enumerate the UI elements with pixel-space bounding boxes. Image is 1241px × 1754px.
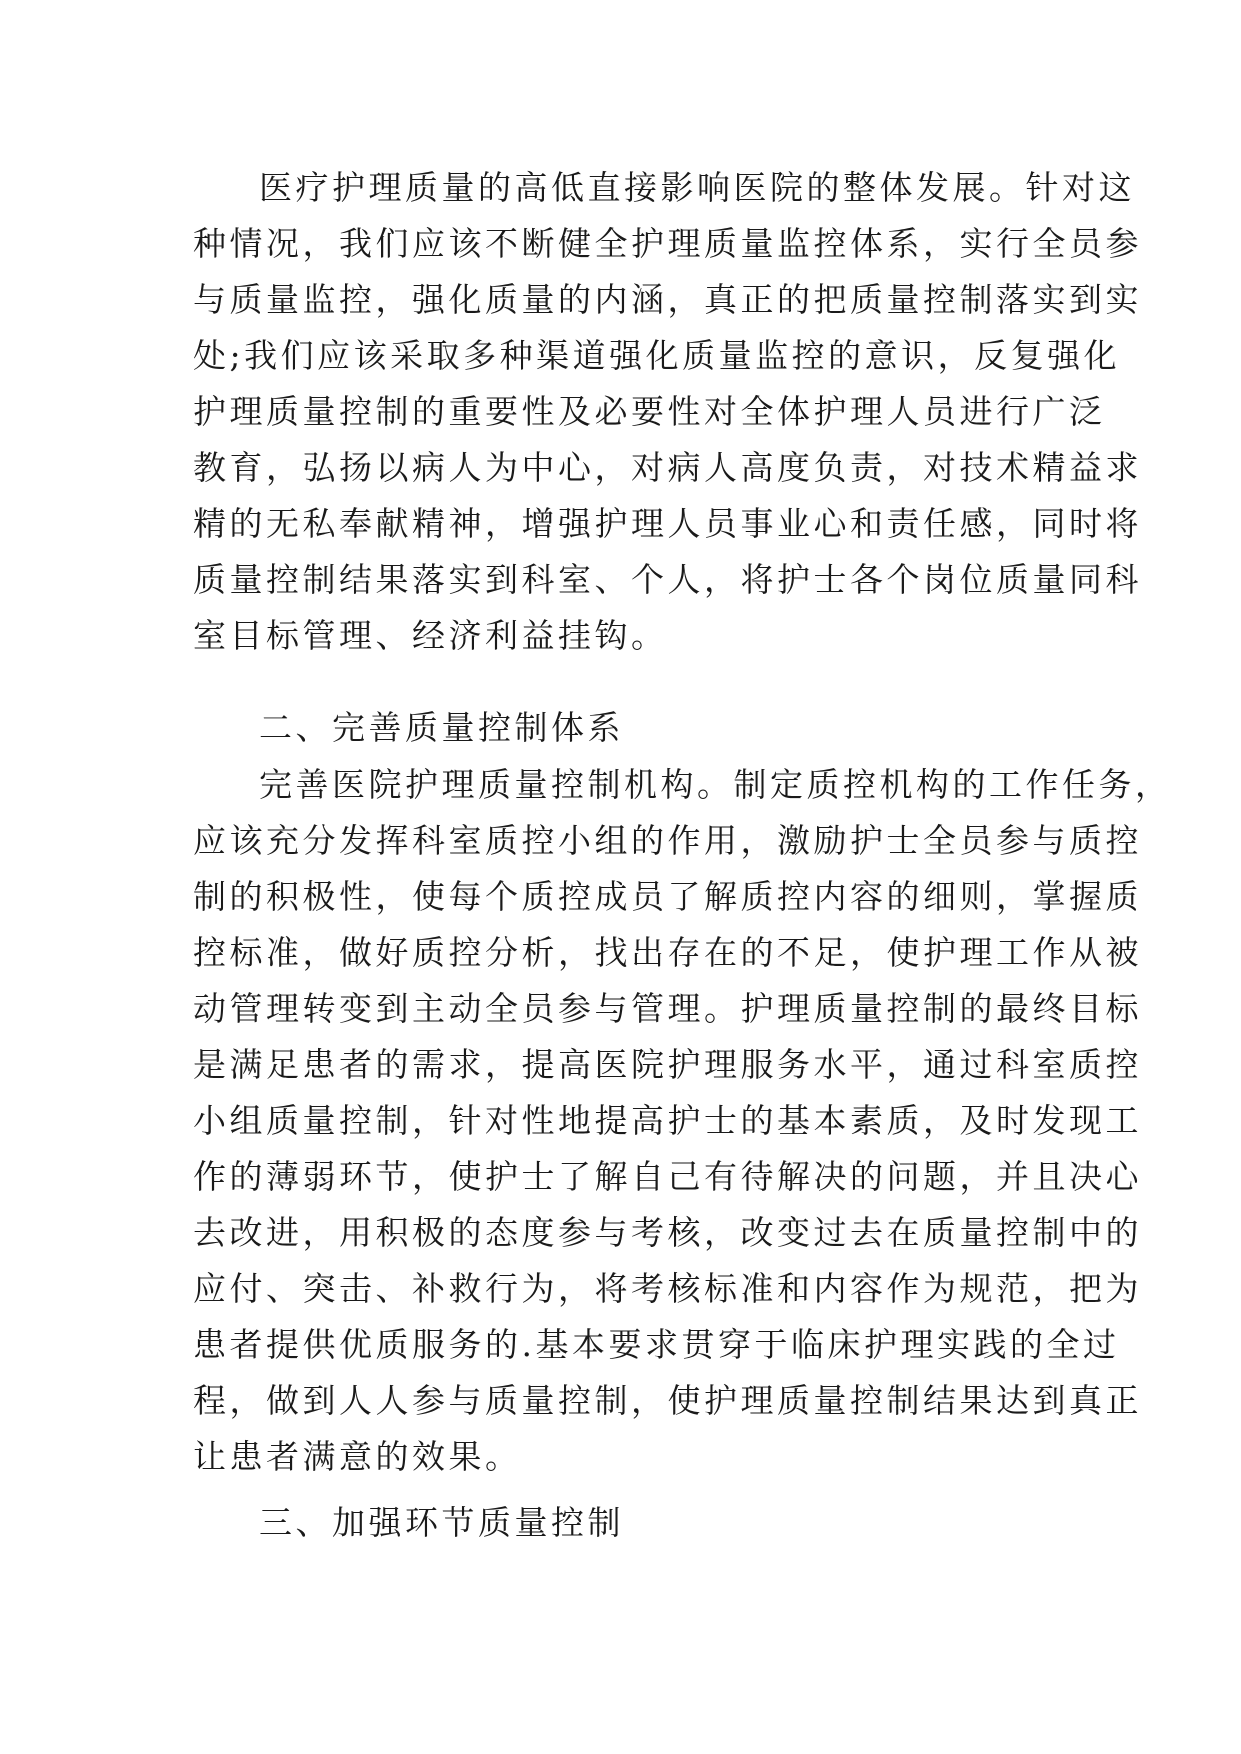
paragraph-control-system xyxy=(193,757,1172,1485)
paragraph-line: 让患者满意的效果。 xyxy=(193,1437,522,1476)
section-heading-text: 三、加强环节质量控制 xyxy=(259,1503,624,1542)
paragraph-line: 教育，弘扬以病人为中心，对病人高度负责，对技术精益求 xyxy=(193,448,1142,487)
paragraph-line: 小组质量控制，针对性地提高护士的基本素质，及时发现工 xyxy=(193,1101,1142,1140)
paragraph-line: 室目标管理、经济利益挂钩。 xyxy=(193,616,668,655)
paragraph-line: 护理质量控制的重要性及必要性对全体护理人员进行广泛 xyxy=(193,392,1106,431)
section-heading-2 xyxy=(193,700,1073,756)
section-heading-text: 二、完善质量控制体系 xyxy=(259,708,624,747)
paragraph-line: 完善医院护理质量控制机构。制定质控机构的工作任务， xyxy=(259,765,1172,804)
paragraph-line: 质量控制结果落实到科室、个人，将护士各个岗位质量同科 xyxy=(193,560,1142,599)
paragraph-line: 控标准，做好质控分析，找出存在的不足，使护理工作从被 xyxy=(193,933,1142,972)
paragraph-line: 是满足患者的需求，提高医院护理服务水平，通过科室质控 xyxy=(193,1045,1142,1084)
paragraph-line: 与质量监控，强化质量的内涵，真正的把质量控制落实到实 xyxy=(193,280,1142,319)
paragraph-line: 应付、突击、补救行为，将考核标准和内容作为规范，把为 xyxy=(193,1269,1142,1308)
paragraph-line: 种情况，我们应该不断健全护理质量监控体系，实行全员参 xyxy=(193,224,1142,263)
section-heading-3 xyxy=(193,1495,1073,1551)
paragraph-line: 程，做到人人参与质量控制，使护理质量控制结果达到真正 xyxy=(193,1381,1142,1420)
paragraph-line: 去改进，用积极的态度参与考核，改变过去在质量控制中的 xyxy=(193,1213,1142,1252)
paragraph-line: 医疗护理质量的高低直接影响医院的整体发展。针对这 xyxy=(259,168,1135,207)
paragraph-line: 处;我们应该采取多种渠道强化质量监控的意识，反复强化 xyxy=(193,336,1121,375)
paragraph-line: 应该充分发挥科室质控小组的作用，激励护士全员参与质控 xyxy=(193,821,1142,860)
paragraph-line: 制的积极性，使每个质控成员了解质控内容的细则，掌握质 xyxy=(193,877,1142,916)
paragraph-line: 精的无私奉献精神，增强护理人员事业心和责任感，同时将 xyxy=(193,504,1142,543)
paragraph-quality-monitoring xyxy=(193,160,1142,664)
paragraph-line: 患者提供优质服务的.基本要求贯穿于临床护理实践的全过 xyxy=(193,1325,1120,1364)
paragraph-line: 作的薄弱环节，使护士了解自己有待解决的问题，并且决心 xyxy=(193,1157,1142,1196)
paragraph-line: 动管理转变到主动全员参与管理。护理质量控制的最终目标 xyxy=(193,989,1142,1028)
